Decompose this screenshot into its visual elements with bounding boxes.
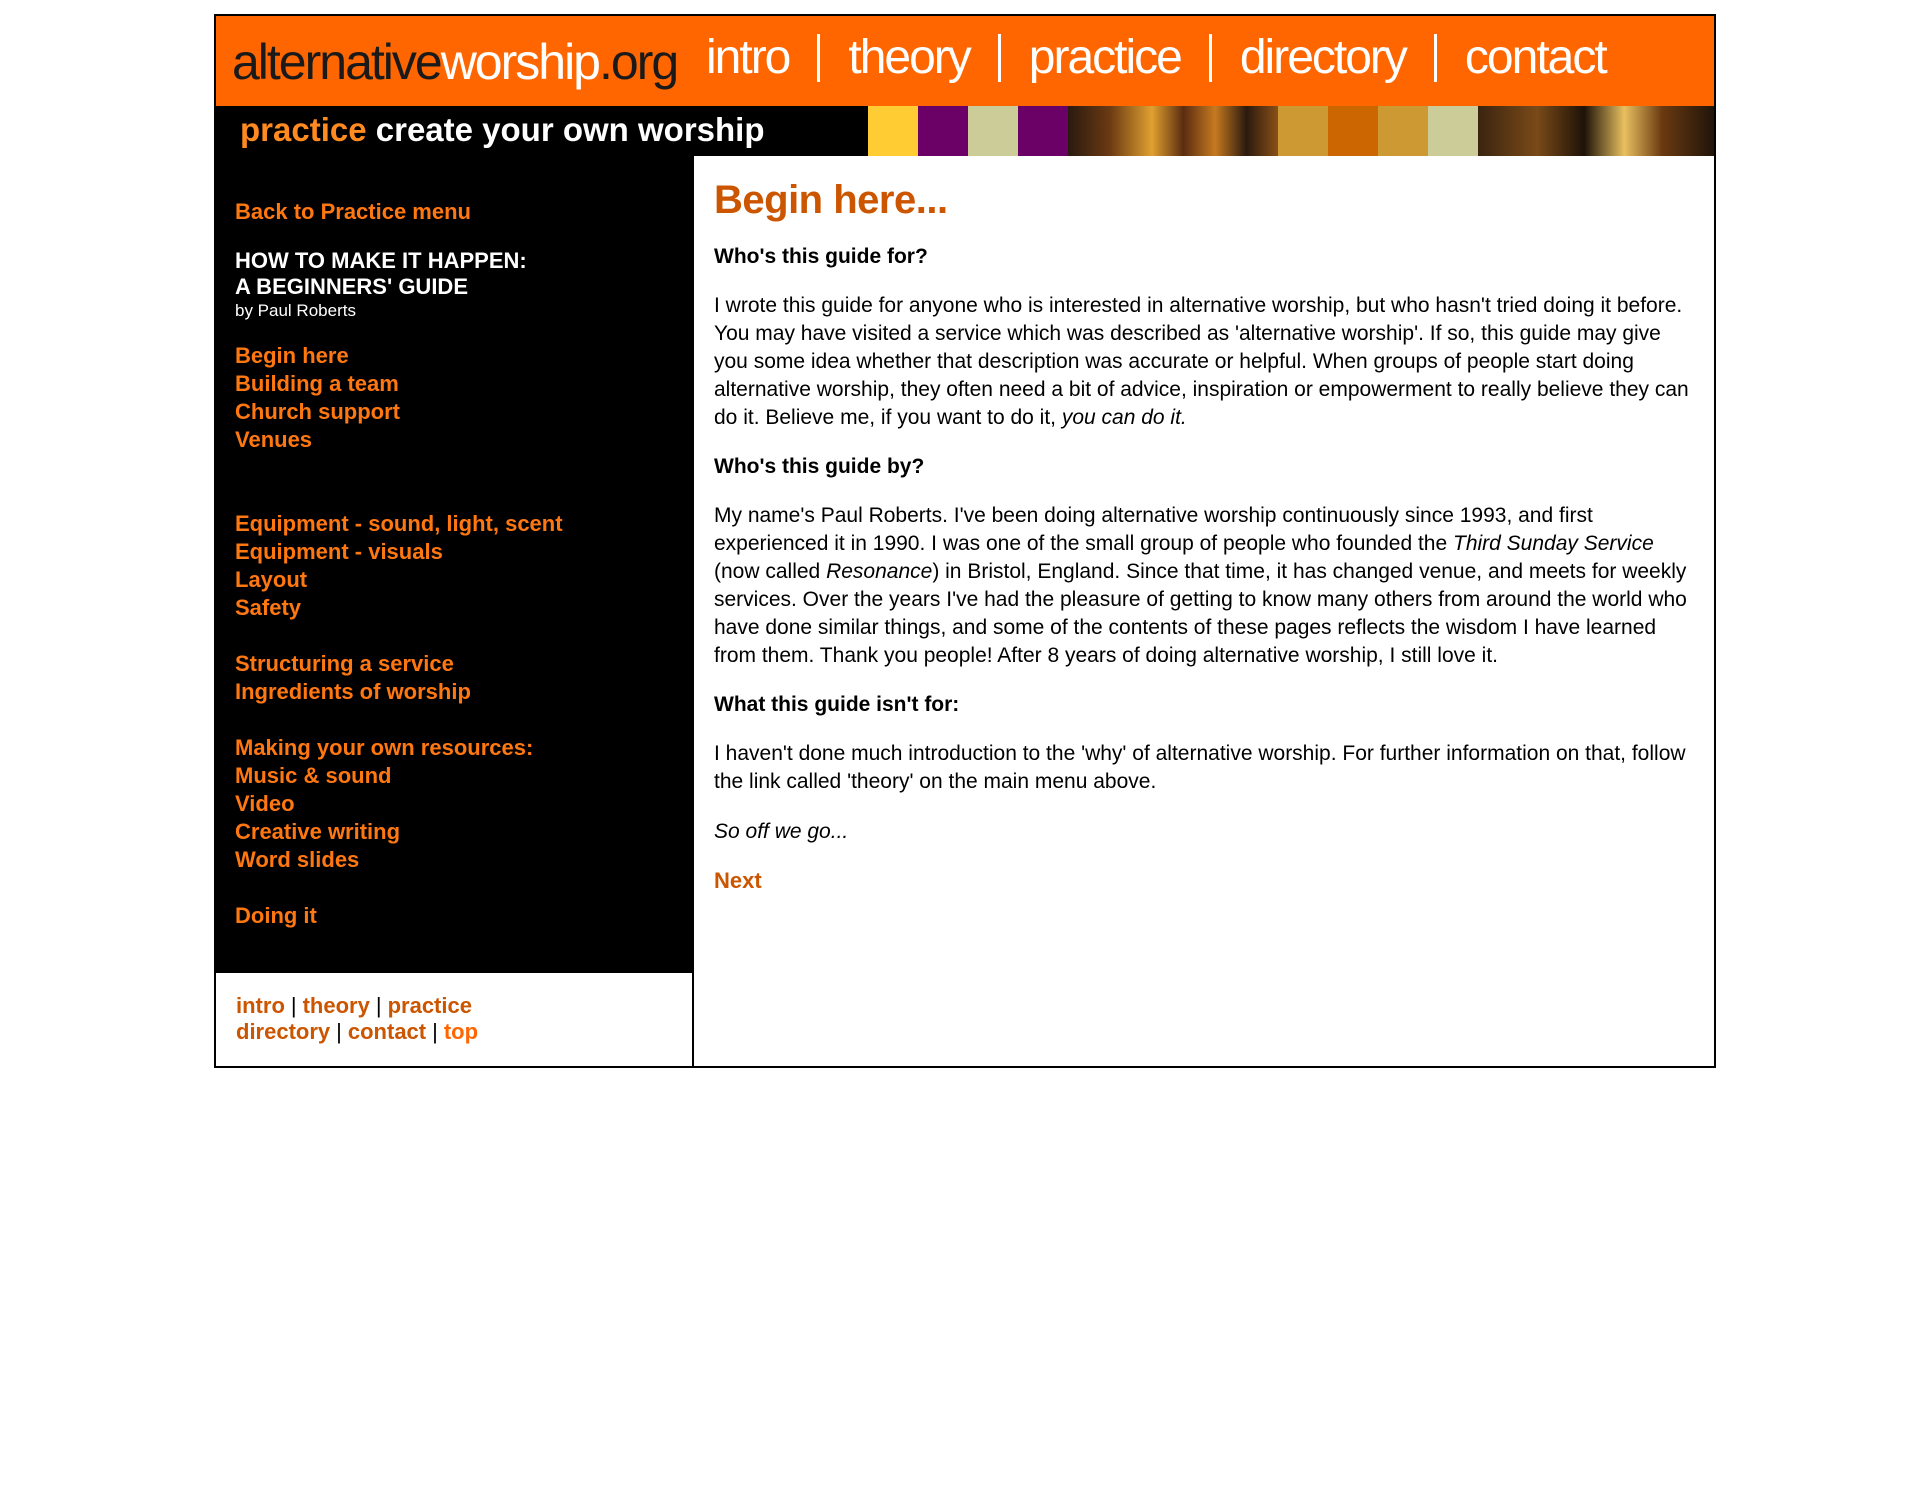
sidebar-item-layout[interactable]: Layout [235, 567, 308, 592]
sidebar-item-equipment-sound[interactable]: Equipment - sound, light, scent [235, 511, 563, 536]
paragraph-off-we-go [714, 818, 1694, 846]
sidebar-item-equipment-visuals[interactable]: Equipment - visuals [235, 539, 443, 564]
color-swatch-strip [868, 106, 1068, 156]
footer-link-contact[interactable]: contact [347, 1019, 427, 1044]
column-divider [692, 156, 694, 1068]
main-content [714, 176, 1694, 894]
footer-link-theory[interactable]: theory [302, 993, 370, 1018]
footer-links [236, 993, 478, 1045]
emphasis-text: Resonance [826, 560, 933, 583]
nav-directory[interactable]: directory [1239, 31, 1406, 84]
site-logo[interactable] [232, 32, 677, 92]
nav-theory[interactable]: theory [848, 31, 970, 84]
nav-contact[interactable]: contact [1464, 31, 1606, 84]
banner-photo-candles [1068, 106, 1278, 156]
footer-separator: | [432, 1019, 438, 1044]
footer-link-practice[interactable]: practice [387, 993, 472, 1018]
nav-separator [817, 34, 820, 82]
sidebar [216, 156, 692, 973]
sidebar-item-building-a-team[interactable]: Building a team [235, 371, 399, 396]
color-swatch [1428, 106, 1478, 156]
paragraph-text: I wrote this guide for anyone who is interested in alternative worship, but who hasn't tried doing it before. You may have visited a service which was described as 'alternative worship'. If so, this guide may give you some idea whether that description was accurate or helpful. When groups of people start doing alternative worship, they often need a bit of advice, inspiration or empowerment to really believe they can do it. Believe me, if you want to do it, [714, 294, 1689, 429]
sidebar-item-making-resources[interactable]: Making your own resources: [235, 735, 534, 760]
sidebar-item-creative-writing[interactable]: Creative writing [235, 819, 401, 844]
next-link[interactable]: Next [714, 868, 762, 893]
footer-link-intro[interactable]: intro [236, 993, 285, 1018]
emphasis-text: So off we go... [714, 820, 849, 843]
footer-link-directory[interactable]: directory [236, 1019, 331, 1044]
page-title: Begin here... [714, 178, 948, 222]
paragraph-who-by [714, 502, 1694, 670]
nav-intro[interactable]: intro [706, 31, 790, 84]
color-swatch [1278, 106, 1328, 156]
top-navigation [706, 28, 1606, 88]
paragraph-not-for: I haven't done much introduction to the 'why' of alternative worship. For further information on that, follow the link called 'theory' on the main menu above. [714, 742, 1686, 793]
color-swatch [1018, 106, 1068, 156]
question-heading-who-by: Who's this guide by? [714, 455, 925, 478]
banner-photo-worship [1478, 106, 1714, 156]
guide-author: by Paul Roberts [235, 301, 356, 320]
back-to-practice-link[interactable]: Back to Practice menu [235, 199, 471, 224]
page-frame [214, 14, 1716, 1068]
sidebar-menu [235, 198, 563, 930]
paragraph-text: ) in Bristol, England. Since that time, it has changed venue, and meets for weekly services. Over the years I've had the pleasure of getting to know many others from around the world who have done similar things, and some of the contents of these pages reflects the wisdom I have learned from them. Thank you people! After 8 years of doing alternative worship, I still love it. [714, 560, 1687, 667]
sidebar-item-safety[interactable]: Safety [235, 595, 302, 620]
footer-separator: | [290, 993, 297, 1018]
emphasis-text: Third Sunday Service [1453, 532, 1654, 555]
footer-link-top[interactable]: top [443, 1019, 479, 1044]
banner-tagline: create your own worship [375, 111, 765, 148]
nav-separator [1209, 34, 1212, 82]
logo-part-worship: worship [440, 34, 599, 90]
sidebar-item-doing-it[interactable]: Doing it [235, 903, 317, 928]
guide-title-line2: A BEGINNERS' GUIDE [235, 274, 468, 299]
logo-part-alternative: alternative [232, 34, 441, 90]
nav-separator [998, 34, 1001, 82]
site-header [216, 16, 1714, 106]
sidebar-item-ingredients-of-worship[interactable]: Ingredients of worship [235, 679, 471, 704]
paragraph-who-for [714, 292, 1694, 432]
paragraph-text: My name's Paul Roberts. I've been doing alternative worship continuously since 1993, and first experienced it in 1990. I was one of the small group of people who founded the [714, 504, 1593, 555]
sidebar-item-church-support[interactable]: Church support [235, 399, 400, 424]
footer-row-1 [236, 993, 478, 1019]
color-swatch [918, 106, 968, 156]
nav-practice[interactable]: practice [1028, 31, 1181, 84]
section-banner [216, 106, 1714, 156]
question-heading-not-for: What this guide isn't for: [714, 693, 960, 716]
color-swatch [1378, 106, 1428, 156]
logo-part-org: .org [599, 34, 678, 90]
sidebar-item-music-sound[interactable]: Music & sound [235, 763, 392, 788]
footer-row-2 [236, 1019, 478, 1045]
color-swatch-strip-2 [1278, 106, 1478, 156]
sidebar-item-video[interactable]: Video [235, 791, 295, 816]
sidebar-item-venues[interactable]: Venues [235, 427, 313, 452]
footer-navigation [216, 973, 692, 1066]
question-heading-who-for: Who's this guide for? [714, 245, 928, 268]
banner-title [240, 110, 765, 150]
banner-section-name: practice [240, 111, 367, 148]
guide-title [235, 248, 563, 300]
footer-separator: | [336, 1019, 342, 1044]
color-swatch [868, 106, 918, 156]
emphasis-text: you can do it. [1061, 406, 1187, 429]
footer-separator: | [375, 993, 382, 1018]
color-swatch [1328, 106, 1378, 156]
color-swatch [968, 106, 1018, 156]
sidebar-item-word-slides[interactable]: Word slides [235, 847, 360, 872]
sidebar-item-structuring-a-service[interactable]: Structuring a service [235, 651, 454, 676]
paragraph-text: (now called [714, 560, 827, 583]
guide-title-line1: HOW TO MAKE IT HAPPEN: [235, 248, 527, 273]
nav-separator [1434, 34, 1437, 82]
sidebar-item-begin-here[interactable]: Begin here [235, 343, 349, 368]
